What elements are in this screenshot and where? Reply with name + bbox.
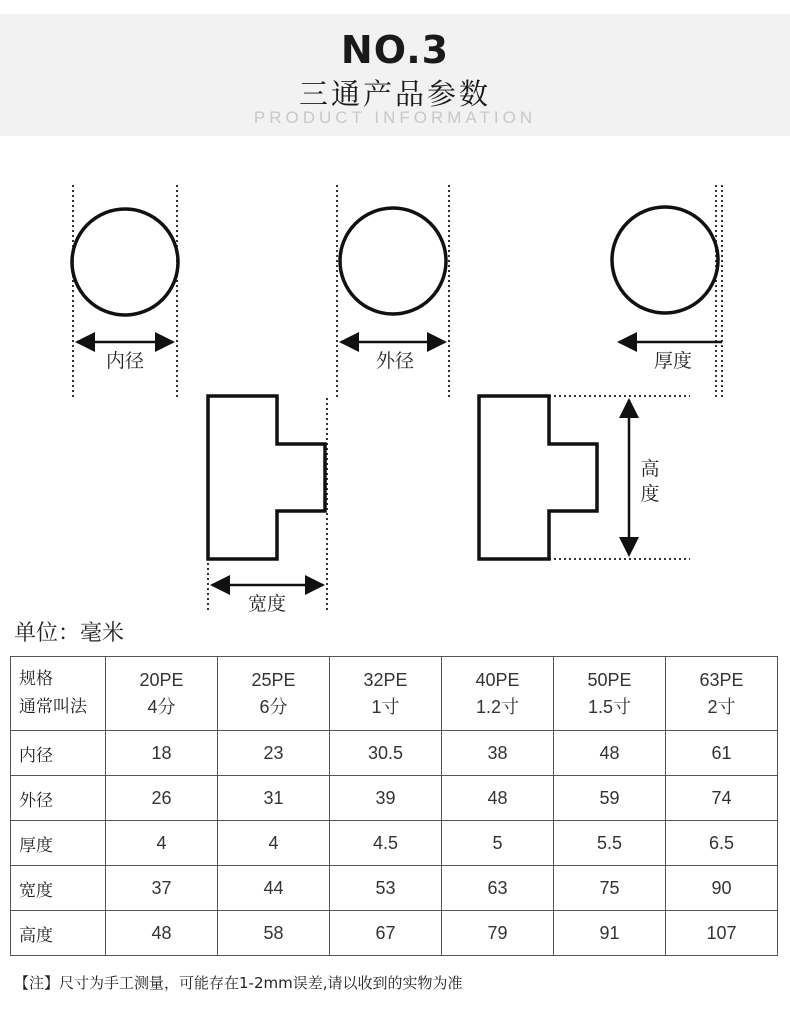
page-subtitle: PRODUCT INFORMATION — [253, 108, 537, 127]
table-cell: 4 — [218, 821, 330, 866]
width-label: 宽度 — [247, 593, 287, 615]
common-name-value: 1.2寸 — [475, 696, 520, 717]
spec-value: 20PE — [139, 669, 184, 690]
table-cell: 59 — [554, 776, 666, 821]
common-name-value: 1寸 — [371, 696, 400, 717]
table-row — [11, 776, 778, 821]
spec-value: 25PE — [251, 669, 296, 690]
table-row — [11, 866, 778, 911]
tee-outline — [479, 396, 597, 559]
table-cell: 107 — [666, 911, 778, 956]
spec-value: 50PE — [587, 669, 632, 690]
measurement-note: 【注】尺寸为手工测量，可能存在1-2mm误差,请以收到的实物为准 — [14, 974, 463, 992]
table-cell: 4 — [106, 821, 218, 866]
table-cell: 5.5 — [554, 821, 666, 866]
table-cell: 44 — [218, 866, 330, 911]
table-cell: 4.5 — [330, 821, 442, 866]
page-title: 三通产品参数 — [298, 77, 491, 111]
common-name-value: 4分 — [147, 696, 176, 717]
inner-diameter-diagram — [72, 185, 178, 398]
table-cell: 38 — [442, 731, 554, 776]
table-cell: 79 — [442, 911, 554, 956]
row-label: 宽度 — [11, 866, 106, 911]
inner-diameter-label: 内径 — [105, 350, 145, 372]
row-label: 高度 — [11, 911, 106, 956]
row-label: 内径 — [11, 731, 106, 776]
table-cell: 67 — [330, 911, 442, 956]
width-tee-diagram — [208, 396, 327, 615]
spec-table — [10, 656, 778, 956]
common-name-label: 通常叫法 — [19, 696, 87, 717]
table-cell: 48 — [554, 731, 666, 776]
table-cell: 48 — [442, 776, 554, 821]
spec-value: 32PE — [363, 669, 408, 690]
spec-label: 规格 — [19, 669, 53, 690]
table-cell: 39 — [330, 776, 442, 821]
table-cell: 90 — [666, 866, 778, 911]
pipe-circle — [340, 208, 446, 314]
table-cell: 63 — [442, 866, 554, 911]
outer-diameter-diagram — [337, 185, 449, 398]
table-cell: 48 — [106, 911, 218, 956]
table-cell: 23 — [218, 731, 330, 776]
table-cell: 6.5 — [666, 821, 778, 866]
unit-label: 单位：毫米 — [14, 621, 125, 646]
table-cell: 5 — [442, 821, 554, 866]
table-cell: 53 — [330, 866, 442, 911]
tee-outline — [208, 396, 325, 559]
table-cell: 91 — [554, 911, 666, 956]
header-cell — [106, 657, 218, 731]
common-name-value: 2寸 — [707, 696, 736, 717]
table-row — [11, 911, 778, 956]
table-cell: 37 — [106, 866, 218, 911]
table-cell: 31 — [218, 776, 330, 821]
outer-diameter-label: 外径 — [375, 350, 415, 372]
table-cell: 61 — [666, 731, 778, 776]
height-label-top: 高 — [640, 458, 660, 480]
height-tee-diagram — [479, 396, 690, 559]
header-cell — [442, 657, 554, 731]
table-header-row — [11, 657, 778, 731]
thickness-diagram — [612, 185, 722, 398]
common-name-value: 6分 — [259, 696, 288, 717]
spec-value: 40PE — [475, 669, 520, 690]
header-cell — [554, 657, 666, 731]
table-cell: 30.5 — [330, 731, 442, 776]
header-cell — [218, 657, 330, 731]
table-cell: 58 — [218, 911, 330, 956]
table-row — [11, 821, 778, 866]
header-cell — [330, 657, 442, 731]
table-cell: 26 — [106, 776, 218, 821]
pipe-circle — [612, 207, 718, 313]
pipe-circle — [72, 209, 178, 315]
header-cell — [666, 657, 778, 731]
table-cell: 74 — [666, 776, 778, 821]
table-cell: 18 — [106, 731, 218, 776]
table-cell: 75 — [554, 866, 666, 911]
row-label: 厚度 — [11, 821, 106, 866]
header-label-cell — [11, 657, 106, 731]
table-row — [11, 731, 778, 776]
height-label-bottom: 度 — [640, 483, 660, 505]
thickness-label: 厚度 — [653, 350, 693, 372]
row-label: 外径 — [11, 776, 106, 821]
spec-value: 63PE — [699, 669, 744, 690]
common-name-value: 1.5寸 — [587, 696, 632, 717]
section-number: NO.3 — [340, 28, 450, 72]
